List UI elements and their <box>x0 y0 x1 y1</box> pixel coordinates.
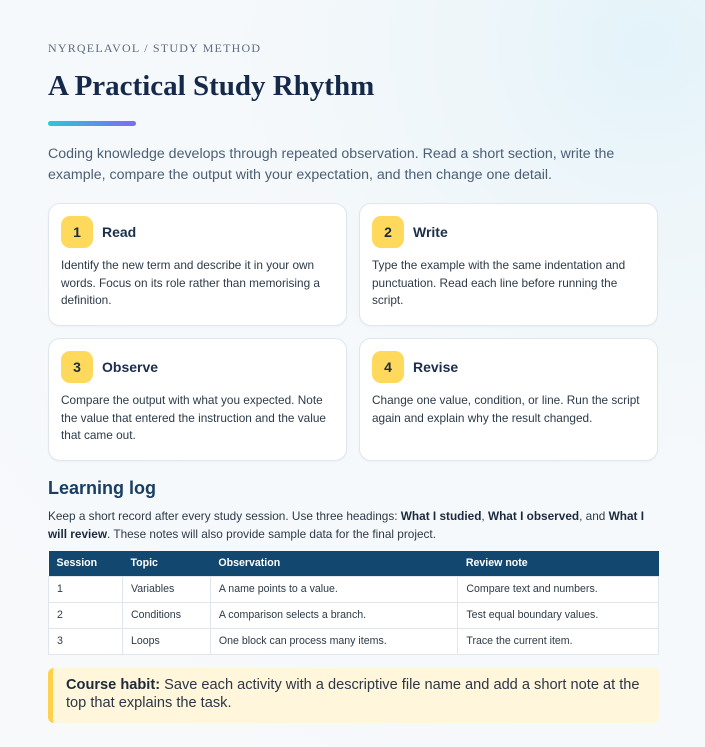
learning-log-description: Keep a short record after every study session. Use three headings: What I studied, What I observed, and What I will review. These notes will also provide sample data for the final project. <box>48 509 644 541</box>
column-header: Topic <box>122 551 210 576</box>
steps-grid <box>48 203 659 461</box>
step-number-badge: 3 <box>61 351 93 383</box>
heading-what-i-observed: What I observed <box>487 509 580 523</box>
step-title: Write <box>413 224 448 240</box>
eyebrow-label: NYRQELAVOL / STUDY METHOD <box>48 41 262 55</box>
column-header: Observation <box>210 551 458 576</box>
step-title: Read <box>102 224 137 240</box>
step-card-write <box>359 203 658 326</box>
course-habit-callout <box>48 668 659 723</box>
page-title: A Practical Study Rhythm <box>48 70 375 102</box>
column-header: Review note <box>458 551 659 576</box>
callout-text: Save each activity with a descriptive file name and add a short note at the top that explains the task. <box>66 676 640 711</box>
learning-log-table <box>48 551 659 655</box>
heading-what-i-studied: What I studied <box>400 509 482 523</box>
callout-label: Course habit: <box>66 676 161 693</box>
table-cell: Conditions <box>122 602 210 628</box>
step-description: Identify the new term and describe it in your own words. Focus on its role rather than memorising a definition. <box>61 258 320 307</box>
step-card-revise <box>359 338 658 461</box>
table-cell: Test equal boundary values. <box>458 602 659 628</box>
table-row <box>49 602 659 628</box>
table-cell: One block can process many items. <box>210 628 458 654</box>
table-cell: 2 <box>49 602 123 628</box>
study-page <box>48 40 659 723</box>
table-cell: A comparison selects a branch. <box>210 602 458 628</box>
table-cell: Loops <box>122 628 210 654</box>
table-cell: Trace the current item. <box>458 628 659 654</box>
step-title: Observe <box>102 359 159 375</box>
table-cell: Compare text and numbers. <box>458 576 659 602</box>
step-number-badge: 1 <box>61 216 93 248</box>
step-card-observe <box>48 338 347 461</box>
step-description: Type the example with the same indentation and punctuation. Read each line before running the script. <box>372 258 626 307</box>
step-number-badge: 4 <box>372 351 404 383</box>
table-cell: Variables <box>122 576 210 602</box>
table-cell: 3 <box>49 628 123 654</box>
learning-log-heading: Learning log <box>48 478 156 498</box>
table-row <box>49 628 659 654</box>
intro-paragraph: Coding knowledge develops through repeated observation. Read a short section, write the example, compare the output with your expectation, and then change one detail. <box>48 146 615 183</box>
step-number-badge: 2 <box>372 216 404 248</box>
heading-what-i-will-review: What I will review <box>48 509 644 541</box>
table-cell: 1 <box>49 576 123 602</box>
column-header: Session <box>49 551 123 576</box>
step-card-read <box>48 203 347 326</box>
step-description: Compare the output with what you expected. Note the value that entered the instruction and the value that came out. <box>61 393 326 442</box>
table-header-row <box>49 551 659 576</box>
step-title: Revise <box>413 359 459 375</box>
title-accent-bar <box>48 121 136 126</box>
table-row <box>49 576 659 602</box>
table-cell: A name points to a value. <box>210 576 458 602</box>
step-description: Change one value, condition, or line. Run the script again and explain why the result changed. <box>372 393 640 425</box>
